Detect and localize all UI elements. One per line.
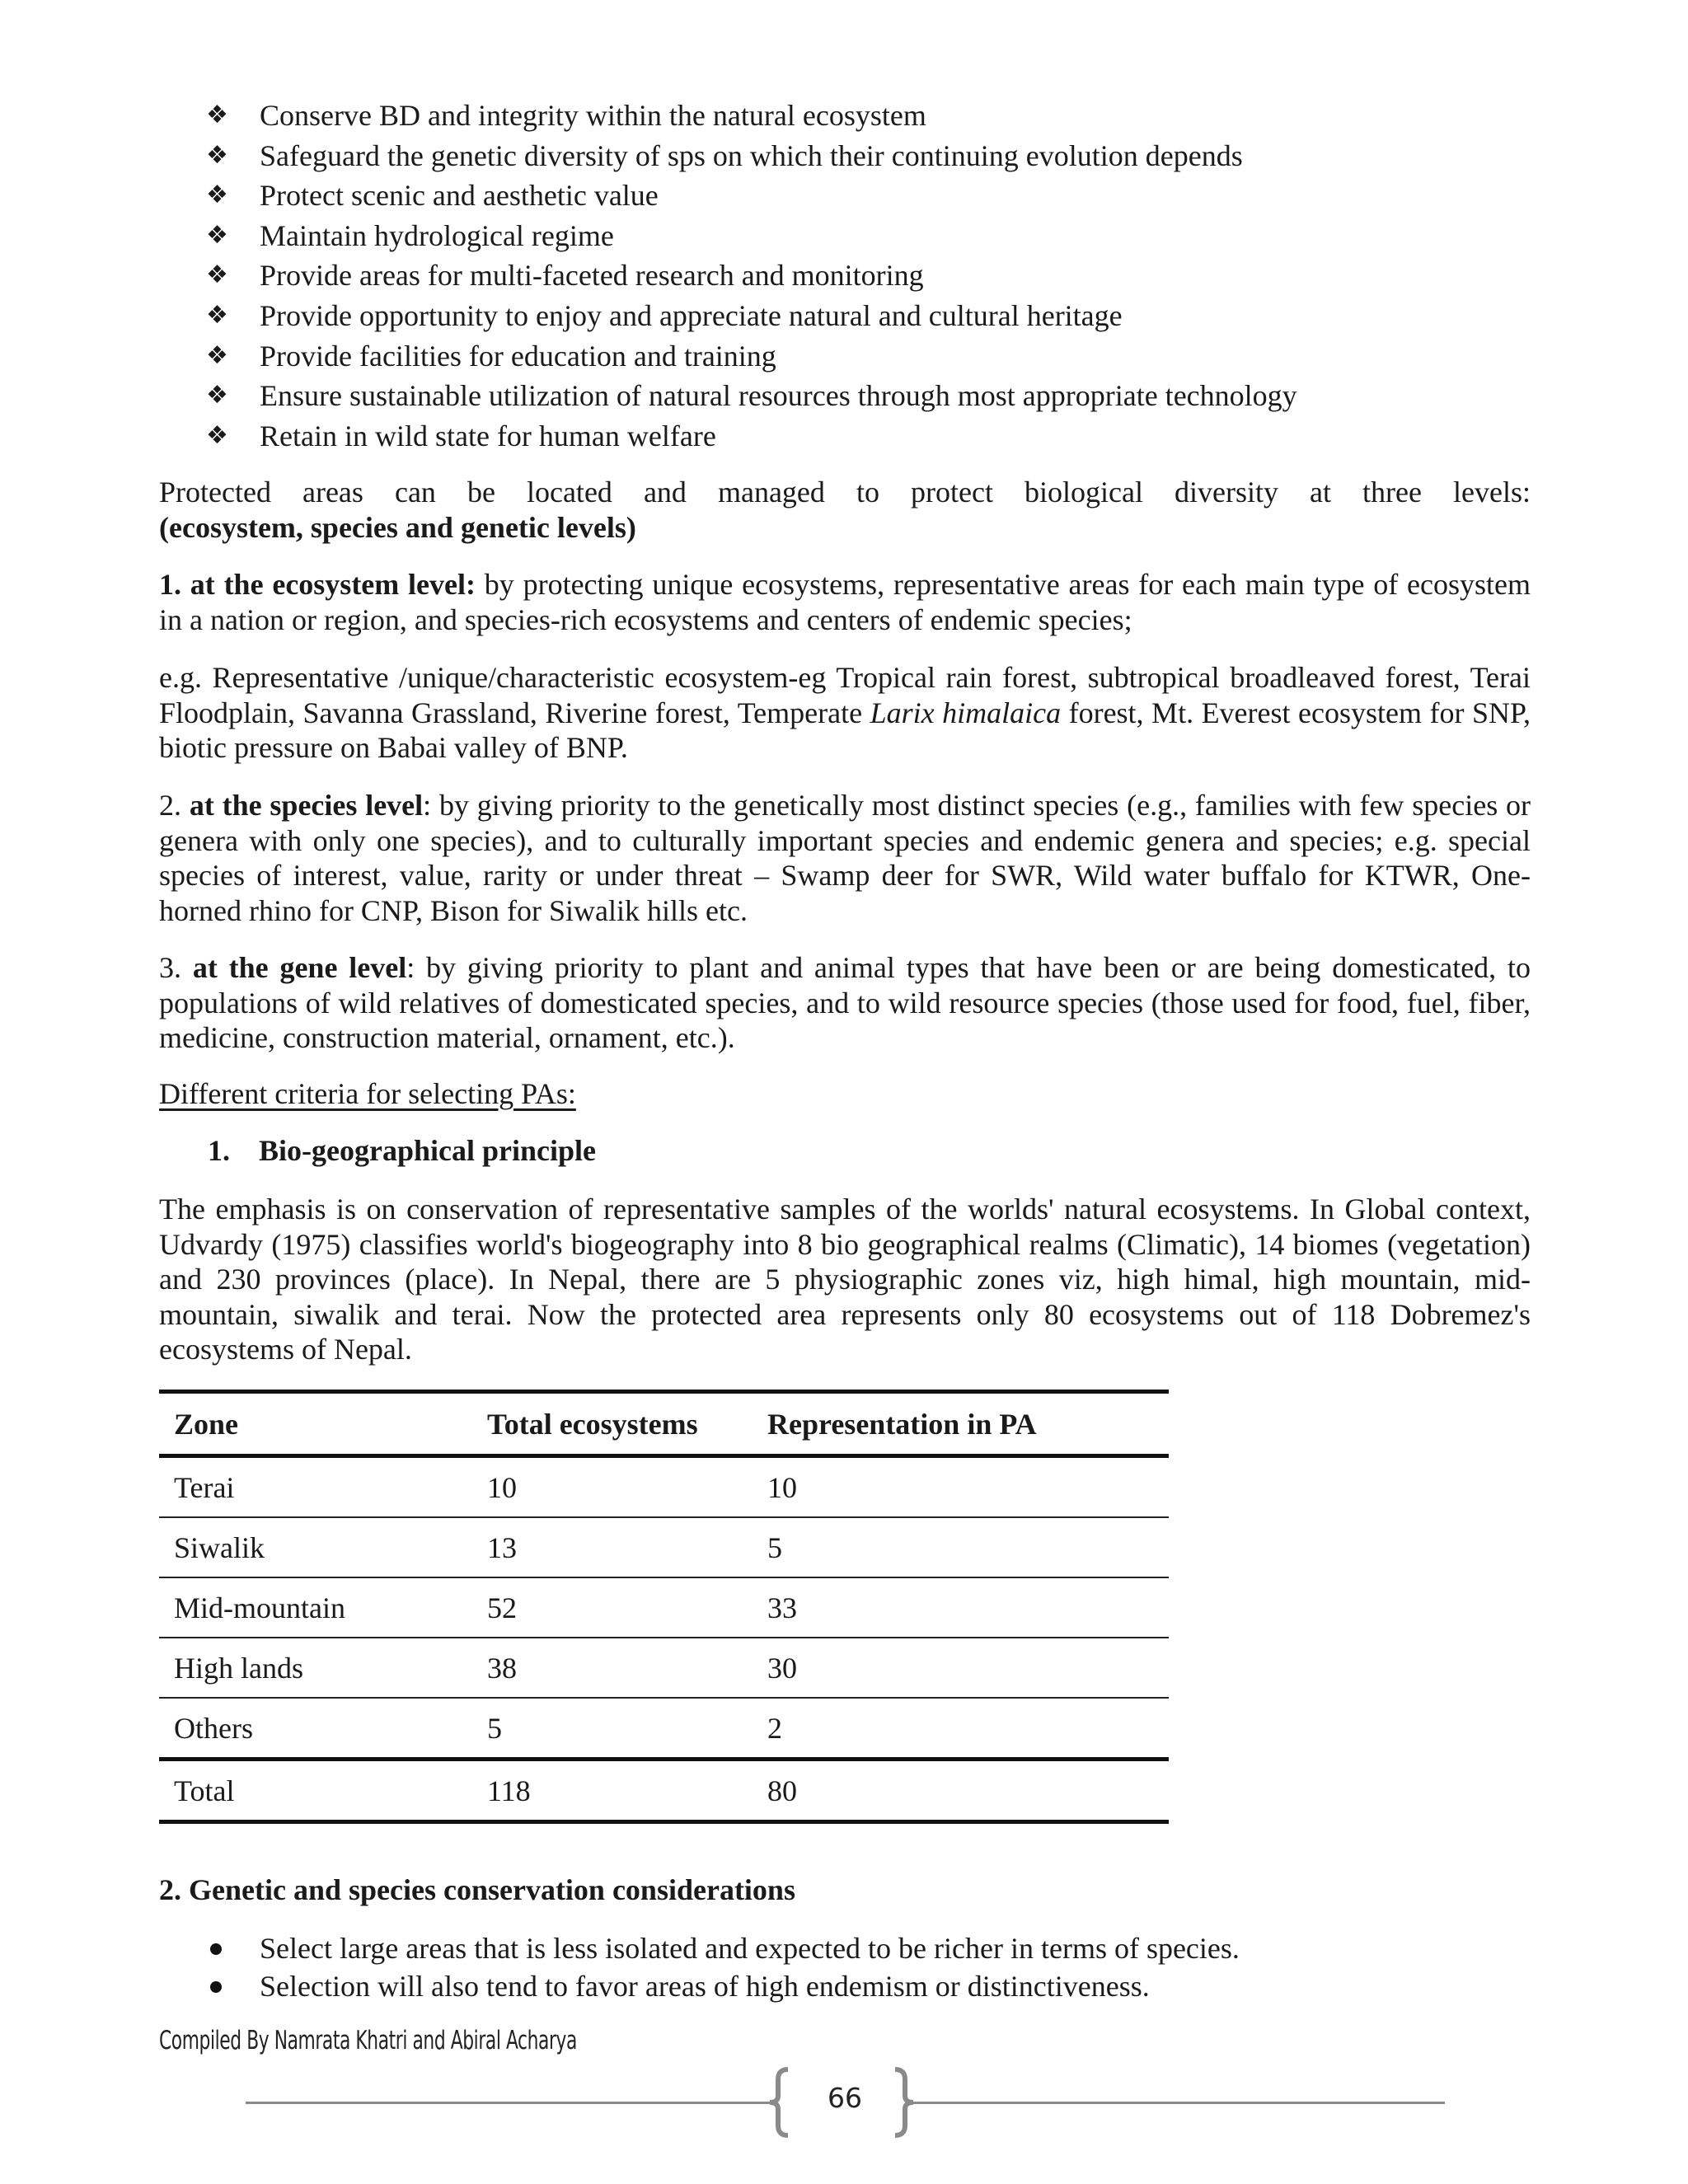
ecosystem-level-paragraph: 1. at the ecosystem level: by protecting unique ecosystems, representative areas for each main type of ecosystem in a nation or region, and species-rich ecosystems and centers of endemic species; — [159, 568, 1531, 636]
table-cell: 38 — [487, 1651, 517, 1685]
species-level-label: at the species level — [189, 789, 424, 822]
list-item: ❖ Safeguard the genetic diversity of sps on which their continuing evolution depends — [206, 136, 1525, 176]
table-cell: Others — [174, 1711, 253, 1745]
table-cell: Total — [174, 1774, 235, 1807]
footer-rule-right — [909, 2102, 1445, 2104]
table-row — [159, 1698, 1169, 1760]
footer-credit: Compiled By Namrata Khatri and Abiral Acharya — [159, 2026, 577, 2055]
diamond-bullet-icon: ❖ — [206, 381, 228, 410]
list-item: Selection will also tend to favor areas of high endemism or distinctiveness. — [206, 1967, 1525, 2005]
list-item: ❖ Conserve BD and integrity within the natural ecosystem — [206, 96, 1525, 136]
table-cell: 30 — [767, 1651, 797, 1685]
levels-intro-paragraph — [159, 475, 1531, 545]
list-item: ❖ Ensure sustainable utilization of natural resources through most appropriate technology — [206, 376, 1525, 416]
diamond-bullet-icon: ❖ — [206, 180, 228, 210]
ecosystem-level-label: 1. at the ecosystem level: — [159, 568, 476, 601]
table-cell: Mid-mountain — [174, 1591, 345, 1624]
list-item: ❖ Retain in wild state for human welfare — [206, 416, 1525, 457]
column-header-zone: Zone — [174, 1407, 239, 1441]
list-item: ❖ Provide facilities for education and training — [206, 336, 1525, 377]
table-row — [159, 1456, 1169, 1518]
dot-bullet-icon — [210, 1943, 222, 1955]
table-cell: 52 — [487, 1591, 517, 1624]
diamond-bullet-icon: ❖ — [206, 260, 228, 290]
gene-level-label: at the gene level — [192, 951, 407, 984]
bio-geographical-heading: 1. Bio-geographical principle — [208, 1134, 596, 1167]
objectives-list — [206, 96, 1525, 456]
table-cell: 2 — [767, 1711, 782, 1745]
table-cell: 80 — [767, 1774, 797, 1807]
table-row — [159, 1638, 1169, 1698]
table-cell: Siwalik — [174, 1530, 265, 1564]
species-level-paragraph: 2. at the species level: by giving priority to the genetically most distinct species (e.g., families with few species or genera with only one species), and to culturally important species and endemic genera and species; e.g. special species of interest, value, rarity or under threat – Swamp deer for SWR, Wild water buffalo for KTWR, One-horned rhino for CNP, Bison for Siwalik hills etc. — [159, 789, 1531, 927]
table-total-row — [159, 1760, 1169, 1822]
ecosystem-representation-table — [159, 1390, 1169, 1824]
page-number: 66 — [828, 2082, 862, 2114]
diamond-bullet-icon: ❖ — [206, 101, 228, 129]
diamond-bullet-icon: ❖ — [206, 220, 228, 250]
table-row — [159, 1577, 1169, 1638]
list-item: ❖ Maintain hydrological regime — [206, 216, 1525, 256]
dot-bullet-icon — [210, 1981, 222, 1993]
table-row — [159, 1517, 1169, 1577]
diamond-bullet-icon: ❖ — [206, 340, 228, 370]
left-brace-icon — [767, 2066, 791, 2139]
gene-level-paragraph: 3. at the gene level: by giving priority to plant and animal types that have been or are being domesticated, to populations of wild relatives of domesticated species, and to wild resource species (those used for food, fuel, fiber, medicine, construction material, ornament, etc.). — [159, 951, 1531, 1054]
table-cell: High lands — [174, 1651, 303, 1685]
diamond-bullet-icon: ❖ — [206, 420, 228, 450]
genetic-considerations-list — [206, 1929, 1525, 2005]
list-item: ❖ Provide areas for multi-faceted research and monitoring — [206, 255, 1525, 296]
genetic-conservation-heading: 2. Genetic and species conservation considerations — [159, 1873, 795, 1906]
table-cell: 13 — [487, 1530, 517, 1564]
list-item: Select large areas that is less isolated and expected to be richer in terms of species. — [206, 1929, 1525, 1967]
criteria-heading: Different criteria for selecting PAs: — [159, 1077, 576, 1110]
footer-rule-left — [246, 2102, 771, 2104]
table-cell: 5 — [767, 1530, 782, 1564]
table-cell: 10 — [767, 1470, 797, 1504]
bio-geographical-paragraph: The emphasis is on conservation of representative samples of the worlds' natural ecosystems. In Global context, Udvardy (1975) classifies world's biogeography into 8 bio geographical realms (Climatic), 14 biomes (vegetation) and 230 provinces (place). In Nepal, there are 5 physiographic zones viz, high himal, high mountain, mid-mountain, siwalik and terai. Now the protected area represents only 80 ecosystems out of 118 Dobremez's ecosystems of Nepal. — [159, 1193, 1531, 1366]
diamond-bullet-icon: ❖ — [206, 300, 228, 330]
table-header-row — [159, 1392, 1169, 1456]
levels-intro-bold: (ecosystem, species and genetic levels) — [159, 510, 636, 544]
list-item: ❖ Protect scenic and aesthetic value — [206, 176, 1525, 216]
table-cell: 5 — [487, 1711, 502, 1745]
table-cell: 118 — [487, 1774, 531, 1807]
table-cell: 10 — [487, 1470, 517, 1504]
levels-intro-text: Protected areas can be located and managed to protect biological diversity at three levels: — [159, 476, 1531, 509]
right-brace-icon — [892, 2066, 917, 2139]
table-cell: 33 — [767, 1591, 797, 1624]
column-header-total: Total ecosystems — [487, 1407, 698, 1441]
list-item: ❖ Provide opportunity to enjoy and appreciate natural and cultural heritage — [206, 296, 1525, 336]
diamond-bullet-icon: ❖ — [206, 140, 228, 170]
example-paragraph: e.g. Representative /unique/characteristic ecosystem-eg Tropical rain forest, subtropical broadleaved forest, Terai Floodplain, Savanna Grassland, Riverine forest, Temperate Larix himalaica forest, Mt. Everest ecosystem for SNP, biotic pressure on Babai valley of BNP. — [159, 661, 1531, 764]
table-cell: Terai — [174, 1470, 235, 1504]
species-name-italic: Larix himalaica — [870, 696, 1062, 729]
column-header-representation: Representation in PA — [767, 1407, 1037, 1441]
